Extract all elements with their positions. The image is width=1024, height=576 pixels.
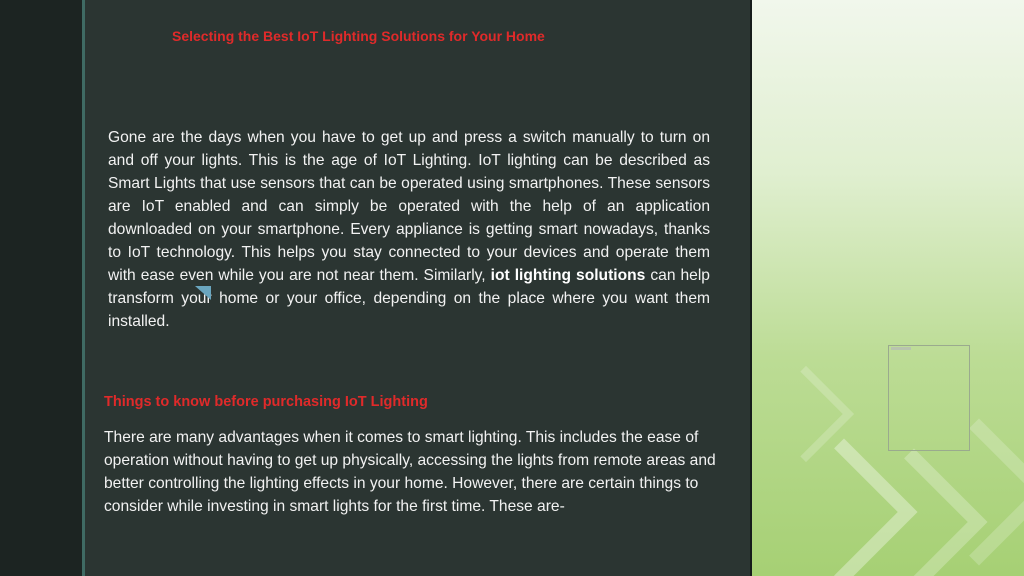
image-placeholder: [888, 345, 970, 451]
intro-text-bold: iot lighting solutions: [490, 267, 646, 284]
broken-image-icon: [891, 347, 911, 350]
slide-title: Selecting the Best IoT Lighting Solutions for Your Home: [172, 28, 545, 44]
section-heading: Things to know before purchasing IoT Lighting: [104, 394, 428, 410]
intro-text-start: Gone are the days when you have to get up and press a switch manually to turn on and off your lights. This is the age of IoT Lighting. IoT lighting can be described as Smart Lights that use sensors that can be operated using smartphones. These sensors are IoT enabled and can simply be operated with the help of an application downloaded on your smartphone. Every appliance is getting smart nowadays, thanks to IoT technology. This helps you stay connected to your devices and operate them with ease even while you are not near them. Similarly,: [108, 129, 710, 284]
section-paragraph: There are many advantages when it comes to smart lighting. This includes the ease of operation without having to get up physically, accessing the lights from remote areas and better controlling the lighting effects in your home. However, there are certain things to consider while investing in smart lights for the first time. These are-: [104, 429, 716, 515]
triangle-accent-icon: [195, 286, 211, 300]
decorative-green-panel: [752, 0, 1024, 576]
left-dark-strip: [0, 0, 82, 576]
intro-paragraph: [108, 126, 710, 333]
intro-text-end: can help transform your home or your office, depending on the place where you want them installed.: [108, 267, 710, 330]
